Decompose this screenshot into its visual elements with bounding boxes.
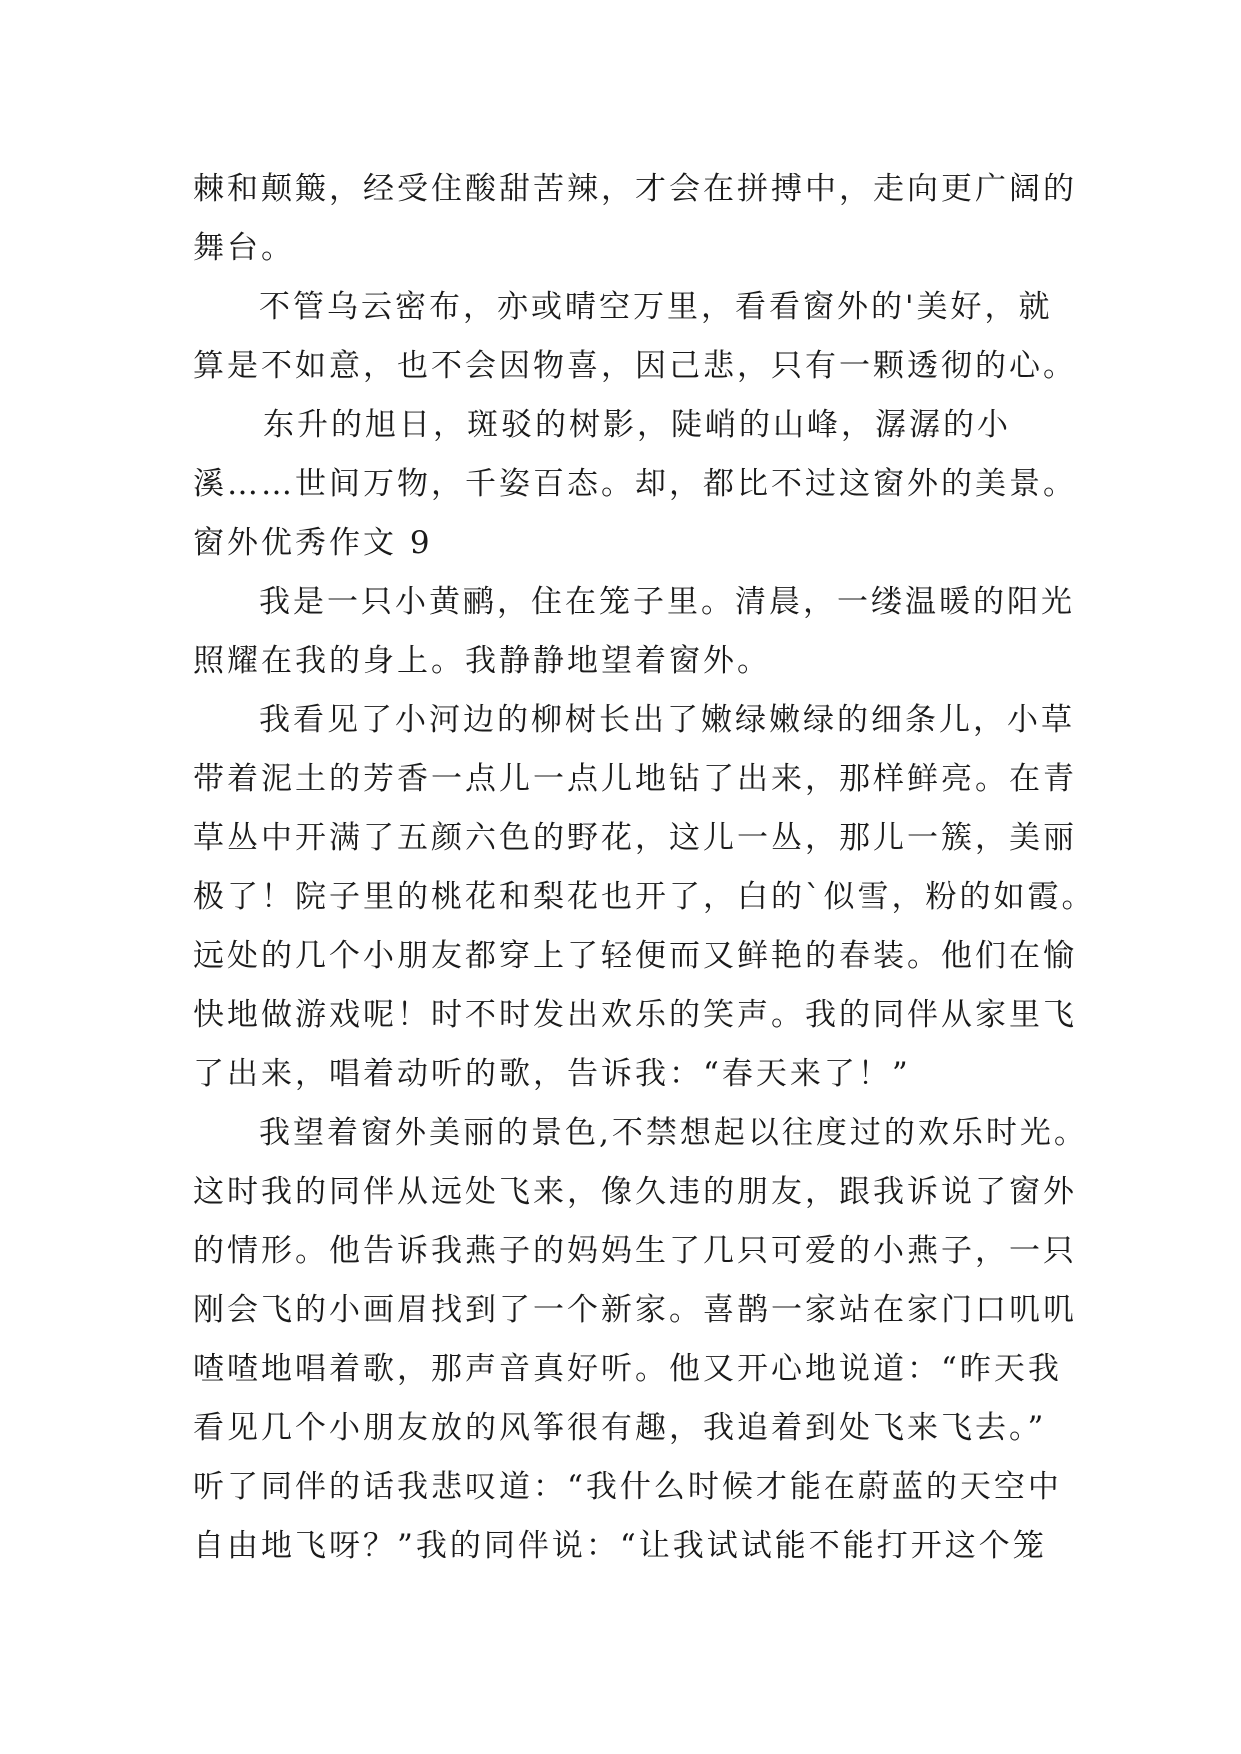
text-line: 的情形。他告诉我燕子的妈妈生了几只可爱的小燕子，一只 [193,1233,1077,1269]
text-line: 听了同伴的话我悲叹道：“我什么时候才能在蔚蓝的天空中 [193,1469,1062,1505]
paragraph-start-line: 不管乌云密布，亦或晴空万里，看看窗外的'美好，就 [259,289,1053,325]
text-line: 自由地飞呀？”我的同伴说：“让我试试能不能打开这个笼 [193,1528,1047,1564]
text-line: 喳喳地唱着歌，那声音真好听。他又开心地说道：“昨天我 [193,1351,1062,1387]
text-line: 了出来，唱着动听的歌，告诉我：“春天来了！” [193,1056,911,1092]
section-heading: 窗外优秀作文 9 [193,525,433,561]
text-line: 看见几个小朋友放的风筝很有趣，我追着到处飞来飞去。” [193,1410,1047,1446]
text-line: 这时我的同伴从远处飞来，像久违的朋友，跟我诉说了窗外 [193,1174,1077,1210]
text-line: 草丛中开满了五颜六色的野花，这儿一丛，那儿一簇，美丽 [193,820,1077,856]
document-body [193,160,1096,1576]
text-line: 算是不如意，也不会因物喜，因己悲，只有一颗透彻的心。 [193,348,1077,384]
text-line: 棘和颠簸，经受住酸甜苦辣，才会在拼搏中，走向更广阔的 [193,171,1077,207]
text-line: 带着泥土的芳香一点儿一点儿地钻了出来，那样鲜亮。在青 [193,761,1077,797]
paragraph-start-line: 我看见了小河边的柳树长出了嫩绿嫩绿的细条儿，小草 [259,702,1075,738]
text-line: 刚会飞的小画眉找到了一个新家。喜鹊一家站在家门口叽叽 [193,1292,1077,1328]
text-line: 远处的几个小朋友都穿上了轻便而又鲜艳的春装。他们在愉 [193,938,1077,974]
text-line: 溪……世间万物，千姿百态。却，都比不过这窗外的美景。 [193,466,1077,502]
text-line: 舞台。 [193,230,295,266]
paragraph-start-line: 我是一只小黄鹂，住在笼子里。清晨，一缕温暖的阳光 [259,584,1075,620]
text-line: 照耀在我的身上。我静静地望着窗外。 [193,643,771,679]
paragraph-start-line: 我望着窗外美丽的景色,不禁想起以往度过的欢乐时光。 [259,1115,1088,1151]
text-line: 快地做游戏呢！时不时发出欢乐的笑声。我的同伴从家里飞 [193,997,1077,1033]
text-line: 极了！院子里的桃花和梨花也开了，白的`似雪，粉的如霞。 [193,879,1096,915]
paragraph-start-line: 东升的旭日，斑驳的树影，陡峭的山峰，潺潺的小 [263,407,1011,443]
